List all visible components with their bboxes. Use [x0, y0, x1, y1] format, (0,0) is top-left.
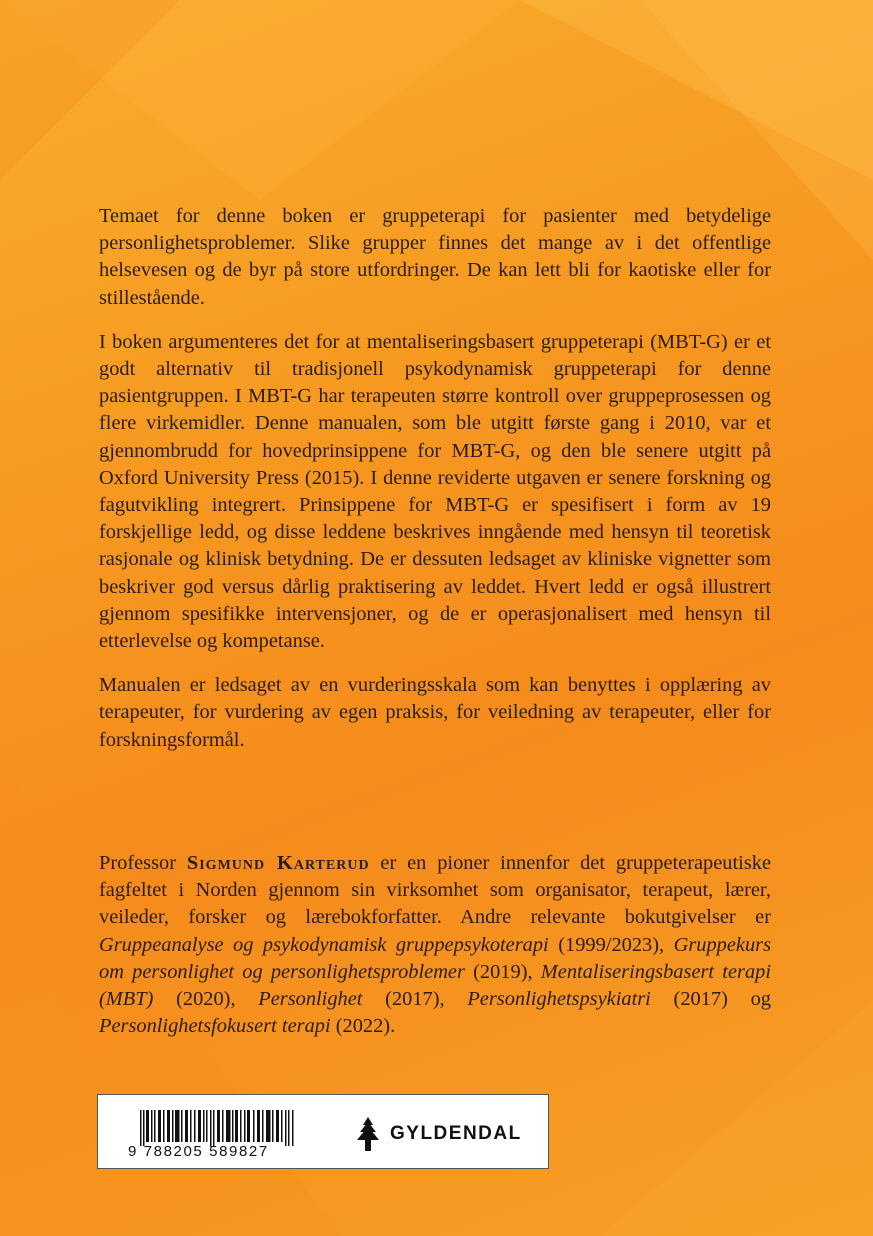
book-year: (2019),	[464, 960, 541, 983]
publisher-logo	[354, 1117, 522, 1151]
book-title: Gruppeanalyse og psykodynamisk gruppepsykoterapi	[99, 933, 549, 956]
author-bio-text: er en pioner innenfor det gruppeterapeutiske fagfeltet i Norden gjennom sin virksomhet som organisator, terapeut, lærer, veileder, forsker og lærebokforfatter. Andre relevante bokutgivelser er	[99, 852, 772, 929]
book-year: (2020),	[153, 988, 259, 1011]
book-year: (2022).	[330, 1015, 396, 1038]
book-title: Personlighet	[258, 988, 363, 1011]
author-bio	[99, 850, 771, 1040]
author-name: Sigmund Karterud	[186, 852, 370, 874]
book-title: Personlighetspsykiatri	[467, 988, 651, 1011]
book-year: (2017) og	[650, 988, 772, 1011]
book-year: (1999/2023),	[548, 933, 674, 956]
book-title: Mentaliseringsbasert terapi (MBT)	[99, 960, 771, 1011]
book-description	[99, 203, 771, 771]
publisher-name: GYLDENDAL	[390, 1123, 522, 1144]
description-paragraph: Manualen er ledsaget av en vurderingsskala som kan benyttes i opplæring av terapeuter, for vurdering av egen praksis, for veiledning av terapeuter, eller for forskningsformål.	[99, 674, 771, 751]
isbn-number: 9 788205 589827	[128, 1143, 269, 1160]
author-paragraph	[99, 850, 771, 1040]
book-year: (2017),	[362, 988, 468, 1011]
book-title: Personlighetsfokusert terapi	[99, 1015, 331, 1038]
author-prefix: Professor	[99, 852, 187, 874]
book-title: Gruppekurs om personlighet og personlighetsproblemer	[99, 933, 772, 983]
description-paragraph: I boken argumenteres det for at mentaliseringsbasert gruppeterapi (MBT-G) er et godt alternativ til tradisjonell psykodynamisk gruppeterapi for denne pasientgruppen. I MBT-G har terapeuten større kontroll over gruppeprosessen og flere virkemidler. Denne manualen, som ble utgitt første gang i 2010, var et gjennombrudd for hovedprinsippene for MBT-G, og den ble senere utgitt på Oxford University Press (2015). I denne reviderte utgaven er senere forskning og fagutvikling integrert. Prinsippene for MBT-G er spesifisert i form av 19 forskjellige ledd, og disse leddene beskrives inngående med hensyn til teoretisk rasjonale og klinisk betydning. De er dessuten ledsaget av kliniske vignetter som beskriver god versus dårlig praktisering av leddet. Hvert ledd er også illustrert gjennom spesifikke intervensjoner, og de er operasjonalisert med hensyn til etterlevelse og kompetanse.	[99, 330, 771, 653]
barcode	[140, 1110, 296, 1146]
description-paragraph: Temaet for denne boken er gruppeterapi for pasienter med betydelige personlighetsproblemer. Slike grupper finnes det mange av i det offentlige helsevesen og de byr på store utfordringer. De kan lett bli for kaotiske eller for stillestående.	[99, 205, 771, 309]
barcode-panel	[97, 1094, 549, 1169]
tree-icon	[354, 1117, 382, 1151]
